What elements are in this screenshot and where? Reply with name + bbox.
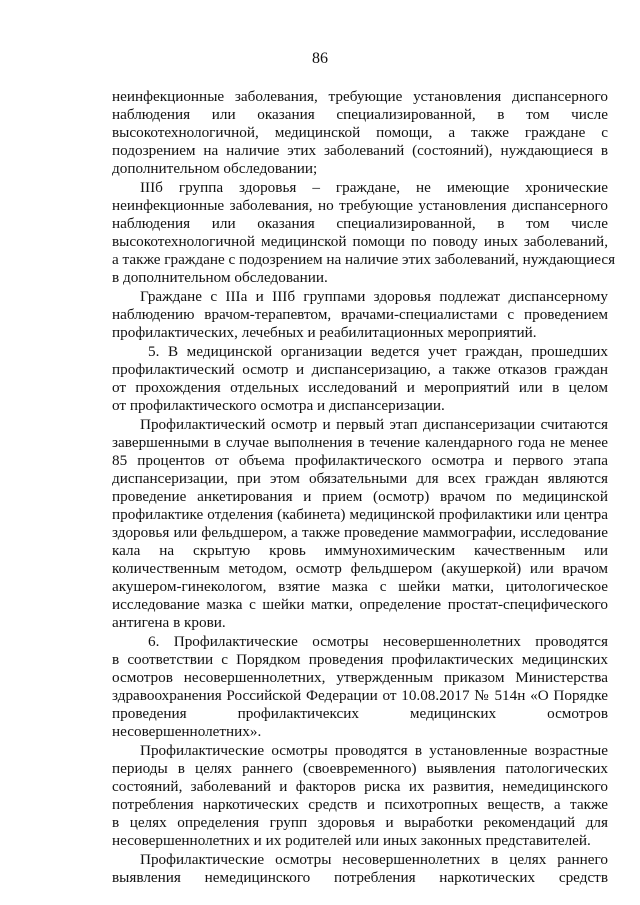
text-line: подозрением на наличие этих заболеваний (состояний), нуждающиеся в (112, 142, 608, 159)
text-line: 5. В медицинской организации ведется учет граждан, прошедших (148, 343, 608, 360)
text-line: Профилактические осмотры несовершеннолетних в целях раннего (140, 851, 608, 868)
text-line: в соответствии с Порядком проведения профилактических медицинских (112, 651, 608, 668)
page-number: 86 (312, 50, 328, 67)
text-line: дополнительном обследовании; (112, 160, 318, 177)
text-line: несовершеннолетних». (112, 723, 262, 740)
text-line: профилактике отделения (кабинета) медицинской профилактики или центра (112, 506, 608, 523)
text-line: кала на скрытую кровь иммунохимическим качественным или (112, 542, 608, 559)
text-line: Профилактические осмотры проводятся в установленные возрастные (140, 742, 608, 759)
text-line: проведения профилактичексих медицинских осмотров (112, 705, 608, 722)
text-line: здоровья или фельдшером, а также проведение маммографии, исследование (112, 524, 608, 541)
text-line: акушером-гинекологом, взятие мазка с шейки матки, цитологическое (112, 578, 608, 595)
text-line: от прохождения отдельных исследований и мероприятий или в целом (112, 379, 608, 396)
text-line: 6. Профилактические осмотры несовершеннолетних проводятся (148, 633, 608, 650)
text-line: проведение анкетирования и прием (осмотр) врачом по медицинской (112, 488, 608, 505)
text-line: высокотехнологичной медицинской помощи по поводу иных заболеваний, (112, 233, 608, 250)
text-line: от профилактического осмотра и диспансеризации. (112, 397, 445, 414)
text-line: Профилактический осмотр и первый этап диспансеризации считаются (140, 416, 608, 433)
text-line: завершенными в случае выполнения в течение календарного года не менее (112, 434, 608, 451)
text-line: в дополнительном обследовании. (112, 269, 328, 286)
text-line: высокотехнологичной, медицинской помощи, а также граждане с (112, 124, 608, 141)
text-line: профилактических, лечебных и реабилитационных мероприятий. (112, 324, 537, 341)
text-line: Граждане с IIIа и IIIб группами здоровья подлежат диспансерному (140, 288, 608, 305)
text-line: количественным методом, осмотр фельдшером (акушеркой) или врачом (112, 560, 608, 577)
text-line: состояний, заболеваний и факторов риска их развития, немедицинского (112, 778, 608, 795)
text-line: осмотров несовершеннолетних, утвержденным приказом Министерства (112, 669, 608, 686)
text-line: потребления наркотических средств и психотропных веществ, а также (112, 796, 608, 813)
text-line: антигена в крови. (112, 614, 226, 631)
text-line: профилактический осмотр и диспансеризацию, а также отказов граждан (112, 361, 608, 378)
text-line: здравоохранения Российской Федерации от 10.08.2017 № 514н «О Порядке (112, 687, 608, 704)
text-line: диспансеризации, при этом обязательными для всех граждан являются (112, 470, 608, 487)
text-line: неинфекционные заболевания, но требующие установления диспансерного (112, 197, 608, 214)
text-line: наблюдения или оказания специализированной, в том числе (112, 106, 608, 123)
text-line: выявления немедицинского потребления наркотических средств (112, 869, 608, 886)
text-line: исследование мазка с шейки матки, определение простат-специфического (112, 596, 608, 613)
text-line: наблюдению врачом-терапевтом, врачами-специалистами с проведением (112, 306, 608, 323)
text-line: периоды в целях раннего (своевременного) выявления патологических (112, 760, 608, 777)
text-line: в целях определения групп здоровья и выработки рекомендаций для (112, 814, 608, 831)
text-line: несовершеннолетних и их родителей или иных законных представителей. (112, 832, 591, 849)
text-line: а также граждане с подозрением на наличие этих заболеваний, нуждающиеся (112, 251, 616, 268)
text-line: 85 процентов от объема профилактического осмотра и первого этапа (112, 452, 608, 469)
text-line: IIIб группа здоровья – граждане, не имеющие хронические (140, 179, 608, 196)
text-line: наблюдения или оказания специализированной, в том числе (112, 215, 608, 232)
text-line: неинфекционные заболевания, требующие установления диспансерного (112, 88, 608, 105)
